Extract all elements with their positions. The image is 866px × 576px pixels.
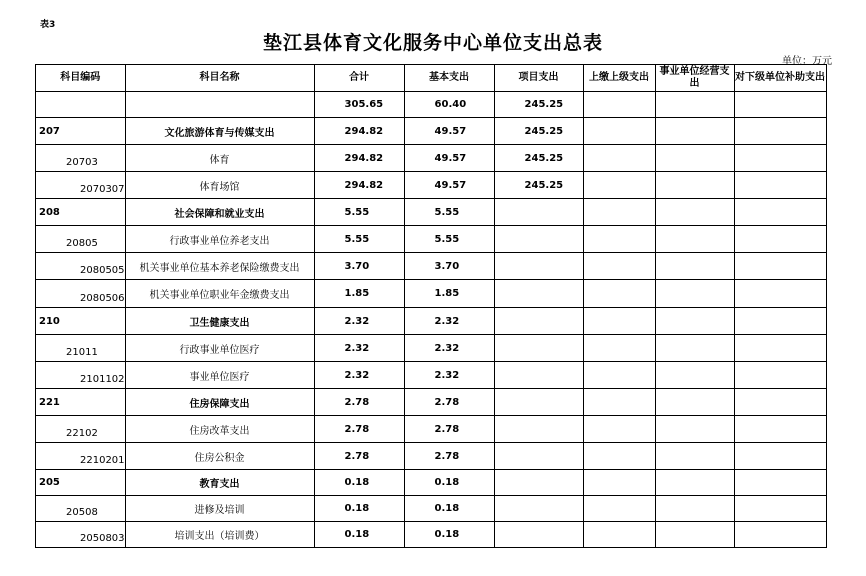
cell-name: 住房改革支出 <box>125 416 314 443</box>
cell-subsidy <box>734 362 826 389</box>
cell-project <box>494 335 583 362</box>
cell-business <box>655 199 734 226</box>
table-body <box>36 92 827 548</box>
cell-upper <box>583 362 655 389</box>
cell-upper <box>583 172 655 199</box>
cell-name: 住房保障支出 <box>125 389 314 416</box>
cell-name <box>125 92 314 118</box>
cell-upper <box>583 496 655 522</box>
cell-project <box>494 362 583 389</box>
cell-name: 机关事业单位职业年金缴费支出 <box>125 280 314 308</box>
cell-basic: 1.85 <box>404 280 494 308</box>
cell-upper <box>583 199 655 226</box>
table-row <box>36 308 827 335</box>
cell-basic: 2.32 <box>404 335 494 362</box>
cell-subsidy <box>734 253 826 280</box>
cell-code <box>36 92 126 118</box>
cell-basic: 0.18 <box>404 470 494 496</box>
table-row <box>36 443 827 470</box>
cell-business <box>655 443 734 470</box>
cell-business <box>655 362 734 389</box>
col-header-total: 合计 <box>314 65 404 92</box>
cell-upper <box>583 443 655 470</box>
cell-name: 住房公积金 <box>125 443 314 470</box>
cell-name: 行政事业单位医疗 <box>125 335 314 362</box>
unit-label: 单位：万元 <box>782 56 832 67</box>
cell-code: 208 <box>36 199 126 226</box>
cell-subsidy <box>734 308 826 335</box>
cell-basic: 2.78 <box>404 389 494 416</box>
cell-basic: 2.78 <box>404 443 494 470</box>
cell-basic: 2.32 <box>404 362 494 389</box>
cell-upper <box>583 145 655 172</box>
cell-total: 1.85 <box>314 280 404 308</box>
cell-project <box>494 253 583 280</box>
cell-upper <box>583 470 655 496</box>
cell-upper <box>583 335 655 362</box>
table-row <box>36 253 827 280</box>
table-row <box>36 145 827 172</box>
cell-upper <box>583 416 655 443</box>
table-row <box>36 362 827 389</box>
cell-name: 社会保障和就业支出 <box>125 199 314 226</box>
cell-subsidy <box>734 470 826 496</box>
col-header-business: 事业单位经营支出 <box>655 65 734 92</box>
cell-code: 20508 <box>36 496 126 522</box>
cell-business <box>655 496 734 522</box>
cell-basic: 49.57 <box>404 118 494 145</box>
cell-code: 221 <box>36 389 126 416</box>
cell-basic: 0.18 <box>404 496 494 522</box>
cell-total: 305.65 <box>314 92 404 118</box>
cell-upper <box>583 280 655 308</box>
header-row <box>36 65 827 92</box>
cell-project <box>494 226 583 253</box>
cell-name: 行政事业单位养老支出 <box>125 226 314 253</box>
cell-basic: 0.18 <box>404 522 494 548</box>
cell-total: 2.32 <box>314 308 404 335</box>
cell-total: 2.78 <box>314 389 404 416</box>
cell-project <box>494 443 583 470</box>
cell-basic: 5.55 <box>404 226 494 253</box>
cell-project: 245.25 <box>494 172 583 199</box>
cell-basic: 2.78 <box>404 416 494 443</box>
cell-code: 2080506 <box>36 280 126 308</box>
cell-business <box>655 470 734 496</box>
cell-upper <box>583 308 655 335</box>
table-row <box>36 280 827 308</box>
cell-name: 机关事业单位基本养老保险缴费支出 <box>125 253 314 280</box>
page-title: 垫江县体育文化服务中心单位支出总表 <box>262 32 603 54</box>
cell-business <box>655 335 734 362</box>
cell-business <box>655 253 734 280</box>
cell-business <box>655 145 734 172</box>
col-header-code: 科目编码 <box>36 65 126 92</box>
cell-name: 教育支出 <box>125 470 314 496</box>
col-header-name: 科目名称 <box>125 65 314 92</box>
cell-basic: 49.57 <box>404 172 494 199</box>
expenditure-table <box>35 64 827 548</box>
cell-upper <box>583 522 655 548</box>
cell-subsidy <box>734 389 826 416</box>
cell-subsidy <box>734 199 826 226</box>
cell-project <box>494 280 583 308</box>
cell-business <box>655 308 734 335</box>
cell-name: 进修及培训 <box>125 496 314 522</box>
cell-subsidy <box>734 172 826 199</box>
cell-name: 卫生健康支出 <box>125 308 314 335</box>
cell-business <box>655 389 734 416</box>
cell-code: 205 <box>36 470 126 496</box>
cell-subsidy <box>734 443 826 470</box>
cell-project <box>494 522 583 548</box>
table-row <box>36 92 827 118</box>
cell-code: 2101102 <box>36 362 126 389</box>
cell-upper <box>583 226 655 253</box>
cell-project <box>494 308 583 335</box>
cell-total: 0.18 <box>314 470 404 496</box>
cell-project: 245.25 <box>494 145 583 172</box>
cell-code: 20703 <box>36 145 126 172</box>
cell-total: 2.32 <box>314 362 404 389</box>
table-row <box>36 522 827 548</box>
cell-code: 2080505 <box>36 253 126 280</box>
cell-business <box>655 226 734 253</box>
cell-business <box>655 280 734 308</box>
cell-subsidy <box>734 522 826 548</box>
col-header-project: 项目支出 <box>494 65 583 92</box>
cell-name: 文化旅游体育与传媒支出 <box>125 118 314 145</box>
cell-subsidy <box>734 280 826 308</box>
table-row <box>36 470 827 496</box>
cell-basic: 60.40 <box>404 92 494 118</box>
table-number: 表3 <box>40 20 56 30</box>
table-row <box>36 416 827 443</box>
col-header-subsidy: 对下级单位补助支出 <box>734 65 826 92</box>
table-row <box>36 226 827 253</box>
cell-upper <box>583 389 655 416</box>
cell-total: 294.82 <box>314 172 404 199</box>
cell-code: 2050803 <box>36 522 126 548</box>
col-header-upper: 上缴上级支出 <box>583 65 655 92</box>
cell-code: 2070307 <box>36 172 126 199</box>
cell-total: 5.55 <box>314 226 404 253</box>
cell-subsidy <box>734 416 826 443</box>
table-row <box>36 496 827 522</box>
cell-total: 0.18 <box>314 522 404 548</box>
cell-project: 245.25 <box>494 92 583 118</box>
cell-project <box>494 416 583 443</box>
cell-name: 体育场馆 <box>125 172 314 199</box>
cell-basic: 2.32 <box>404 308 494 335</box>
cell-project <box>494 199 583 226</box>
cell-name: 体育 <box>125 145 314 172</box>
cell-project: 245.25 <box>494 118 583 145</box>
cell-code: 22102 <box>36 416 126 443</box>
table-row <box>36 172 827 199</box>
cell-subsidy <box>734 335 826 362</box>
cell-basic: 5.55 <box>404 199 494 226</box>
table-row <box>36 335 827 362</box>
cell-upper <box>583 253 655 280</box>
cell-upper <box>583 118 655 145</box>
cell-subsidy <box>734 496 826 522</box>
cell-basic: 49.57 <box>404 145 494 172</box>
cell-total: 0.18 <box>314 496 404 522</box>
cell-subsidy <box>734 145 826 172</box>
cell-name: 培训支出（培训费） <box>125 522 314 548</box>
cell-code: 21011 <box>36 335 126 362</box>
cell-business <box>655 416 734 443</box>
cell-business <box>655 118 734 145</box>
cell-project <box>494 389 583 416</box>
cell-project <box>494 496 583 522</box>
table-row <box>36 199 827 226</box>
cell-code: 207 <box>36 118 126 145</box>
cell-total: 294.82 <box>314 118 404 145</box>
cell-business <box>655 92 734 118</box>
table-row <box>36 118 827 145</box>
cell-upper <box>583 92 655 118</box>
cell-total: 3.70 <box>314 253 404 280</box>
cell-total: 2.32 <box>314 335 404 362</box>
cell-total: 2.78 <box>314 443 404 470</box>
cell-project <box>494 470 583 496</box>
table-row <box>36 389 827 416</box>
cell-business <box>655 172 734 199</box>
cell-code: 20805 <box>36 226 126 253</box>
cell-business <box>655 522 734 548</box>
cell-total: 294.82 <box>314 145 404 172</box>
cell-subsidy <box>734 92 826 118</box>
cell-basic: 3.70 <box>404 253 494 280</box>
cell-subsidy <box>734 226 826 253</box>
cell-code: 210 <box>36 308 126 335</box>
col-header-basic: 基本支出 <box>404 65 494 92</box>
cell-total: 5.55 <box>314 199 404 226</box>
cell-name: 事业单位医疗 <box>125 362 314 389</box>
cell-code: 2210201 <box>36 443 126 470</box>
cell-total: 2.78 <box>314 416 404 443</box>
cell-subsidy <box>734 118 826 145</box>
